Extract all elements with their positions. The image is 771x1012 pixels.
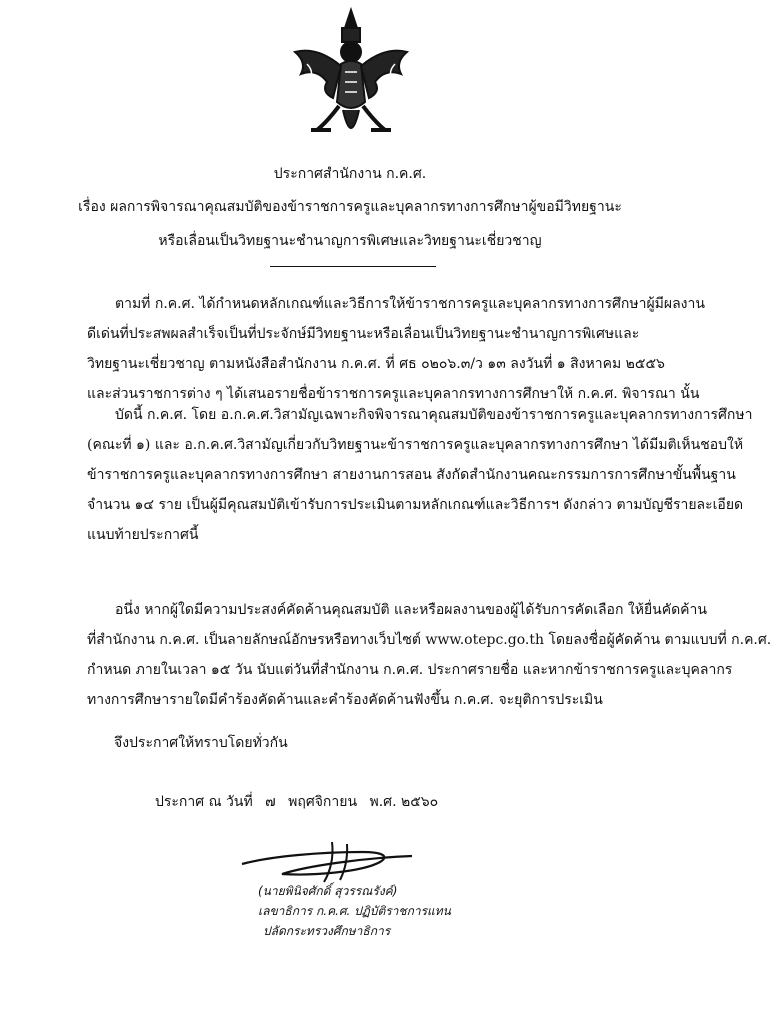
subject-line: เรื่อง ผลการพิจารณาคุณสมบัติของข้าราชการครูและบุคลากรทางการศึกษาผู้ขอมีวิทยฐานะ [78, 199, 622, 215]
subject-line-continued: หรือเลื่อนเป็นวิทยฐานะชำนาญการพิเศษและวิทยฐานะเชี่ยวชาญ [158, 233, 542, 249]
paragraph-line: กำหนด ภายในเวลา ๑๕ วัน นับแต่วันที่สำนักงาน ก.ค.ศ. ประกาศรายชื่อ และหากข้าราชการครูและบุคลากร [87, 662, 733, 678]
date-prefix: ประกาศ ณ วันที่ [155, 794, 253, 810]
handwritten-signature [212, 838, 442, 886]
paragraph-line: บัดนี้ ก.ค.ศ. โดย อ.ก.ค.ศ.วิสามัญเฉพาะกิจพิจารณาคุณสมบัติของข้าราชการครูและบุคลากรทางการศึกษา [115, 407, 753, 423]
signer-position-ministry: ปลัดกระทรวงศึกษาธิการ [263, 924, 391, 938]
announcement-date [155, 791, 446, 813]
paragraph-line: จำนวน ๑๔ ราย เป็นผู้มีคุณสมบัติเข้ารับการประเมินตามหลักเกณฑ์และวิธีการฯ ดังกล่าว ตามบัญชีรายละเอียด [87, 497, 744, 513]
closing-statement: จึงประกาศให้ทราบโดยทั่วกัน [114, 735, 288, 751]
signer-position: เลขาธิการ ก.ค.ศ. ปฏิบัติราชการแทน [258, 904, 451, 918]
date-day: ๗ [265, 794, 276, 810]
paragraph-line: ที่สำนักงาน ก.ค.ศ. เป็นลายลักษณ์อักษรหรือทางเว็บไซต์ www.otepc.go.th โดยลงชื่อผู้คัดค้าน ตามแบบที่ ก.ค.ศ. [87, 632, 771, 648]
garuda-emblem-icon [287, 6, 415, 148]
paragraph-line: ทางการศึกษารายใดมีคำร้องคัดค้านและคำร้องคัดค้านฟังขึ้น ก.ค.ศ. จะยุติการประเมิน [87, 692, 603, 708]
paragraph-objection [87, 595, 771, 715]
paragraph-resolution [87, 400, 753, 550]
paragraph-line: ดีเด่นที่ประสพผลสำเร็จเป็นที่ประจักษ์มีวิทยฐานะหรือเลื่อนเป็นวิทยฐานะชำนาญการพิเศษและ [87, 326, 640, 342]
announcement-title: ประกาศสำนักงาน ก.ค.ศ. [273, 166, 427, 182]
date-year: พ.ศ. ๒๕๖๐ [369, 794, 439, 810]
date-month: พฤศจิกายน [288, 794, 358, 810]
header-divider [270, 266, 436, 267]
paragraph-line: (คณะที่ ๑) และ อ.ก.ค.ศ.วิสามัญเกี่ยวกับวิทยฐานะข้าราชการครูและบุคลากรทางการศึกษา ได้มีมติเห็นชอบให้ [87, 437, 744, 453]
signer-name: (นายพินิจศักดิ์ สุวรรณรังค์) [258, 884, 398, 898]
paragraph-line: วิทยฐานะเชี่ยวชาญ ตามหนังสือสำนักงาน ก.ค.ศ. ที่ ศธ ๐๒๐๖.๓/ว ๑๓ ลงวันที่ ๑ สิงหาคม ๒๕๕๖ [87, 356, 665, 372]
paragraph-line: และส่วนราชการต่าง ๆ ได้เสนอรายชื่อข้าราชการครูและบุคลากรทางการศึกษาให้ ก.ค.ศ. พิจารณา นั้น [87, 386, 700, 402]
paragraph-line: อนึ่ง หากผู้ใดมีความประสงค์คัดค้านคุณสมบัติ และหรือผลงานของผู้ได้รับการคัดเลือก ให้ยื่นคัดค้าน [115, 602, 707, 618]
paragraph-line: แนบท้ายประกาศนี้ [87, 527, 199, 543]
paragraph-line: ตามที่ ก.ค.ศ. ได้กำหนดหลักเกณฑ์และวิธีการให้ข้าราชการครูและบุคลากรทางการศึกษาผู้มีผลงาน [115, 296, 705, 312]
paragraph-line: ข้าราชการครูและบุคลากรทางการศึกษา สายงานการสอน สังกัดสำนักงานคณะกรรมการการศึกษาขั้นพื้นฐาน [87, 467, 736, 483]
paragraph-background [87, 289, 705, 409]
